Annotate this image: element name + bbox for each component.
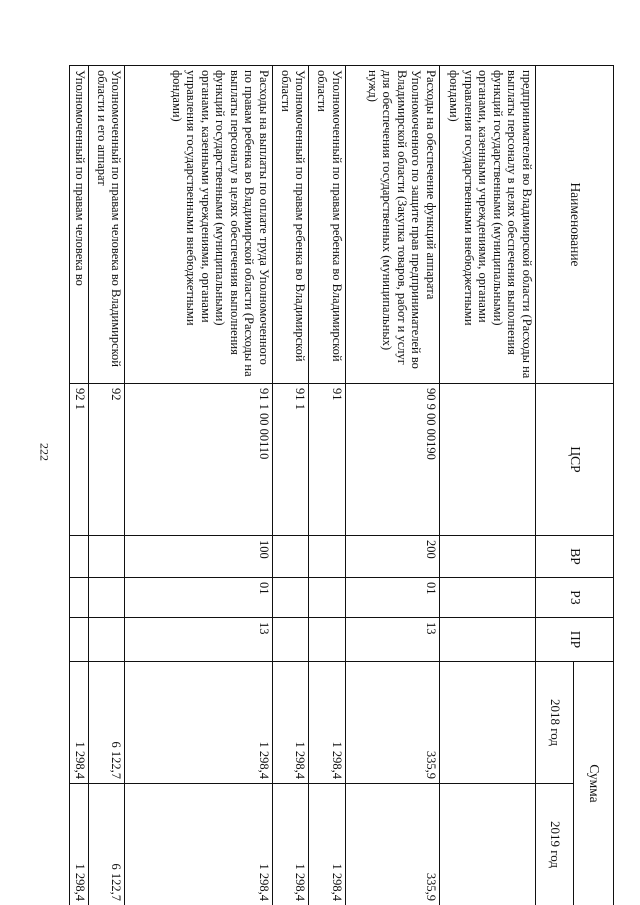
- cell-pr: [88, 618, 124, 662]
- cell-name: Уполномоченный по правам ребенка во Владимирской области: [272, 66, 308, 384]
- cell-sum-2019: 1 298,4: [309, 784, 345, 905]
- cell-rz: 01: [345, 578, 439, 618]
- cell-vr: [70, 536, 89, 578]
- table-rotated-wrapper: [69, 65, 614, 905]
- cell-name: Уполномоченный по правам человека во: [70, 66, 89, 384]
- cell-csr: 91 1 00 00110: [125, 384, 273, 536]
- cell-sum-2019: 1 298,4: [125, 784, 273, 905]
- cell-pr: [70, 618, 89, 662]
- cell-vr: [439, 536, 535, 578]
- cell-csr: 90 9 00 00190: [345, 384, 439, 536]
- cell-rz: [70, 578, 89, 618]
- table-row: [272, 66, 308, 905]
- cell-sum-2018: 1 298,4: [272, 662, 308, 784]
- cell-pr: 13: [345, 618, 439, 662]
- cell-pr: [272, 618, 308, 662]
- header-sum: Сумма: [574, 662, 614, 905]
- header-vr: ВР: [536, 536, 614, 578]
- cell-sum-2019: 335,9: [345, 784, 439, 905]
- table-row: [88, 66, 124, 905]
- cell-name: Расходы на выплаты по оплате труда Уполномоченного по правам ребенка во Владимирской области (Расходы на выплаты персоналу в целях обеспечения выполнения функций государственными (муниципальными) органами, казенными учреждениями, органами управления государственными внебюджетными фондами): [125, 66, 273, 384]
- header-pr: ПР: [536, 618, 614, 662]
- cell-pr: [439, 618, 535, 662]
- cell-sum-2018: 6 122,7: [88, 662, 124, 784]
- cell-name: Уполномоченный по правам ребенка во Владимирской области: [309, 66, 345, 384]
- cell-rz: [88, 578, 124, 618]
- header-2019: 2019 год: [536, 784, 574, 905]
- cell-csr: 92 1: [70, 384, 89, 536]
- cell-sum-2018: 1 298,4: [125, 662, 273, 784]
- table-row: [125, 66, 273, 905]
- header-rz: РЗ: [536, 578, 614, 618]
- cell-vr: 200: [345, 536, 439, 578]
- cell-vr: [88, 536, 124, 578]
- cell-rz: [309, 578, 345, 618]
- table-row: [345, 66, 439, 905]
- budget-table: [69, 65, 614, 905]
- header-2018: 2018 год: [536, 662, 574, 784]
- cell-sum-2019: 1 298,4: [272, 784, 308, 905]
- cell-name: Уполномоченный по правам человека во Владимирской области и его аппарат: [88, 66, 124, 384]
- table-viewport: [69, 65, 614, 905]
- cell-name: Расходы на обеспечение функций аппарата Уполномоченного по защите прав предпринимателей во Владимирской области (Закупка товаров, работ и услуг для обеспечения государственных (муниципальных) нужд): [345, 66, 439, 384]
- header-csr: ЦСР: [536, 384, 614, 536]
- cell-vr: 100: [125, 536, 273, 578]
- cell-pr: [309, 618, 345, 662]
- cell-pr: 13: [125, 618, 273, 662]
- header-name: Наименование: [536, 66, 614, 384]
- table-row: [309, 66, 345, 905]
- cell-csr: 91 1: [272, 384, 308, 536]
- cell-csr: 91: [309, 384, 345, 536]
- page-number: 222: [37, 443, 52, 461]
- cell-vr: [309, 536, 345, 578]
- cell-sum-2019: 1 298,4: [70, 784, 89, 905]
- table-row: [70, 66, 89, 905]
- cell-sum-2018: 335,9: [345, 662, 439, 784]
- cell-csr: 92: [88, 384, 124, 536]
- cell-sum-2019: [439, 784, 535, 905]
- cell-csr: [439, 384, 535, 536]
- cell-sum-2018: [439, 662, 535, 784]
- cell-sum-2018: 1 298,4: [309, 662, 345, 784]
- cell-sum-2018: 1 298,4: [70, 662, 89, 784]
- cell-name: предпринимателей во Владимирской области (Расходы на выплаты персоналу в целях обеспечения выполнения функций государственными (муниципальными) органами, казенными учреждениями, органами управления государственными внебюджетными фондами): [439, 66, 535, 384]
- cell-rz: [439, 578, 535, 618]
- table-row: [439, 66, 535, 905]
- cell-rz: [272, 578, 308, 618]
- cell-rz: 01: [125, 578, 273, 618]
- cell-vr: [272, 536, 308, 578]
- cell-sum-2019: 6 122,7: [88, 784, 124, 905]
